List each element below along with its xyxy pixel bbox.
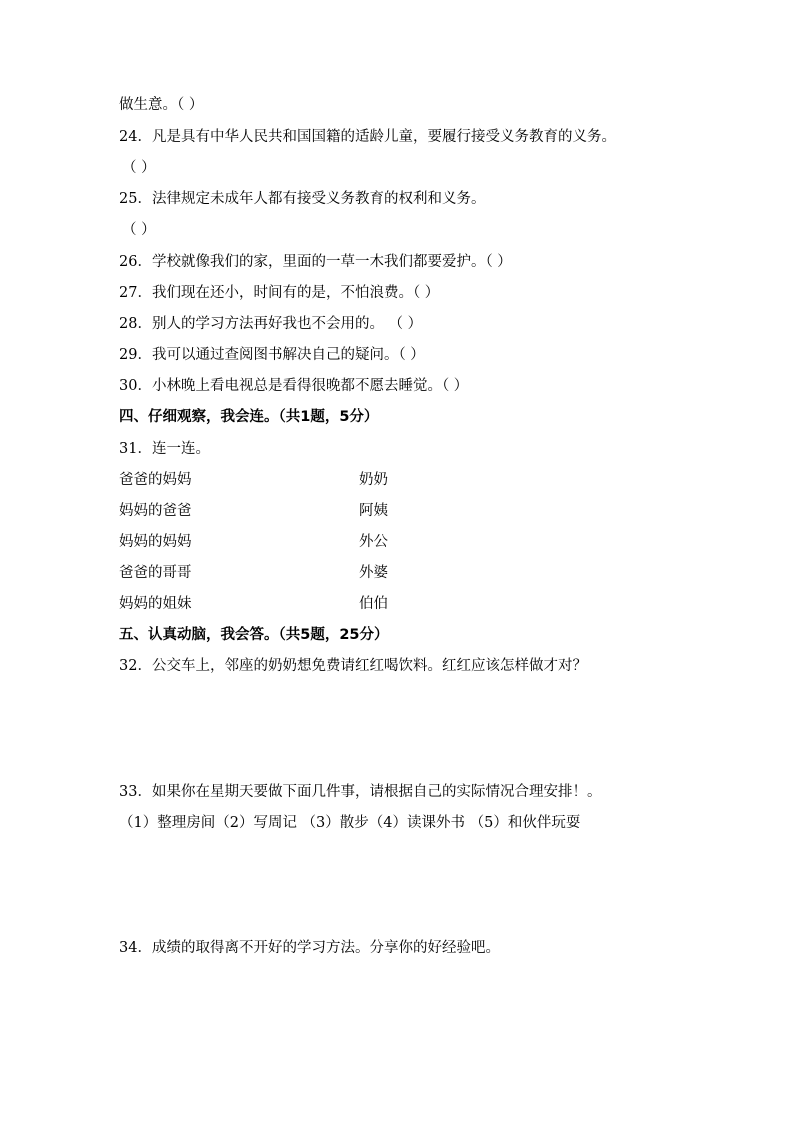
question-29: 29．我可以通过查阅图书解决自己的疑问。（ ） — [119, 347, 425, 363]
section-5-title: 五、认真动脑，我会答。（共5题，25分） — [119, 627, 389, 643]
answer-blank-25: （ ） — [122, 222, 156, 238]
question-30: 30．小林晚上看电视总是看得很晚都不愿去睡觉。（ ） — [119, 378, 469, 394]
question-31: 31．连一连。 — [119, 441, 210, 457]
match-right-item: 阿姨 — [359, 503, 388, 519]
question-23-tail: 做生意。（ ） — [119, 97, 204, 113]
question-27: 27．我们现在还小，时间有的是，不怕浪费。（ ） — [119, 285, 440, 301]
answer-blank-24: （ ） — [122, 160, 156, 176]
question-25: 25．法律规定未成年人都有接受义务教育的权利和义务。 — [119, 191, 486, 207]
match-left-item: 爸爸的哥哥 — [119, 565, 192, 581]
question-32: 32．公交车上，邻座的奶奶想免费请红红喝饮料。红红应该怎样做才对？ — [119, 658, 587, 674]
question-34: 34．成绩的取得离不开好的学习方法。分享你的好经验吧。 — [119, 940, 500, 956]
match-left-item: 爸爸的妈妈 — [119, 472, 192, 488]
section-4-title: 四、仔细观察，我会连。（共1题，5分） — [119, 409, 379, 425]
question-33: 33．如果你在星期天要做下面几件事，请根据自己的实际情况合理安排！。 — [119, 784, 602, 800]
question-28: 28．别人的学习方法再好我也不会用的。 （ ） — [119, 316, 423, 332]
match-left-item: 妈妈的妈妈 — [119, 534, 192, 550]
match-right-item: 奶奶 — [359, 472, 388, 488]
match-left-item: 妈妈的爸爸 — [119, 503, 192, 519]
match-right-item: 伯伯 — [359, 596, 388, 612]
match-right-item: 外婆 — [359, 565, 388, 581]
question-33-options: （1）整理房间（2）写周记 （3）散步（4）读课外书 （5）和伙伴玩耍 — [119, 815, 581, 831]
question-24: 24．凡是具有中华人民共和国国籍的适龄儿童，要履行接受义务教育的义务。 — [119, 129, 616, 145]
match-left-item: 妈妈的姐妹 — [119, 596, 192, 612]
match-right-item: 外公 — [359, 534, 388, 550]
question-26: 26．学校就像我们的家，里面的一草一木我们都要爱护。（ ） — [119, 254, 512, 270]
